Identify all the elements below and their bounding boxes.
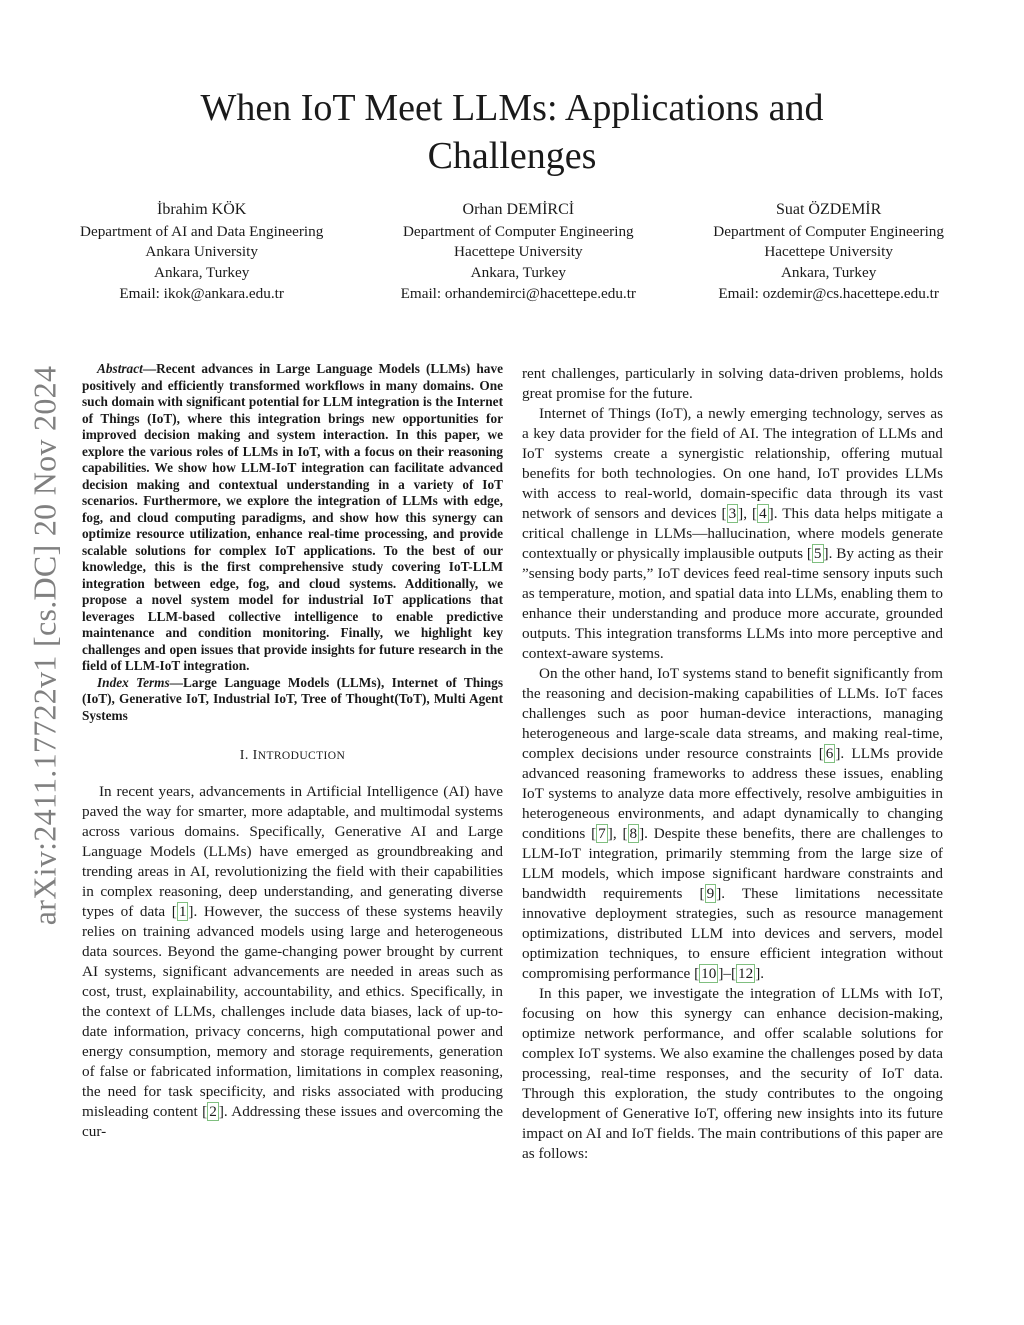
- intro-p1-split-right: rent challenges, particularly in solving data-driven problems, holds great promise for the future.: [522, 365, 943, 402]
- author-name: Orhan DEMİRCİ: [462, 201, 575, 218]
- author-dept: Department of AI and Data Engineering: [80, 222, 324, 240]
- author-univ: Ankara University: [145, 243, 258, 261]
- citation-link[interactable]: 8: [629, 825, 638, 842]
- citation-link[interactable]: 3: [728, 505, 737, 522]
- abstract-label: Abstract: [97, 361, 143, 376]
- author-email: Email: ikok@ankara.edu.tr: [119, 284, 284, 302]
- author-univ: Hacettepe University: [764, 243, 893, 261]
- intro-body-left: [82, 782, 503, 1142]
- index-terms-label: Index Terms: [97, 674, 170, 690]
- author-email: Email: ozdemir@cs.hacettepe.edu.tr: [718, 284, 939, 302]
- author-dept: Department of Computer Engineering: [713, 222, 944, 240]
- author-loc: Ankara, Turkey: [154, 264, 250, 282]
- intro-p1-split-left: . Addressing these issues and overcoming the cur-: [82, 1103, 503, 1140]
- citation-link[interactable]: 4: [759, 505, 767, 522]
- author-2: [401, 200, 636, 305]
- citation-link[interactable]: 7: [598, 825, 606, 842]
- author-loc: Ankara, Turkey: [470, 264, 566, 282]
- abstract-text: —Recent advances in Large Language Models (LLMs) have positively and efficiently transformed workflows in many domains. One such domain with significant potential for LLM integration is the Internet of Things (IoT), where this integration brings new opportunities for improved decision making and system interaction. In this paper, we explore the various roles of LLMs in IoT, with a focus on their reasoning capabilities. We show how LLM-IoT integration can facilitate advanced decision making and contextual understanding in a variety of IoT scenarios. Furthermore, we explore the integration of LLMs with edge, fog, and cloud computing paradigms, and show how this synergy can optimize resource utilization, enhance real-time processing, and provide scalable solutions for complex IoT applications. To the best of our knowledge, this is the first comprehensive study covering IoT-LLM integration between edge, fog, and cloud systems. Additionally, we propose a novel system model for industrial IoT applications that leverages LLM-based collective intelligence to enable predictive maintenance and condition monitoring. Finally, we highlight key challenges and open issues that provide insights for future research in the field of LLM-IoT integration.: [82, 361, 503, 673]
- author-name: Suat ÖZDEMİR: [775, 201, 882, 218]
- author-3: [713, 200, 944, 305]
- arxiv-id-text: arXiv:2411.17722v1 [cs.DC] 20 Nov 2024: [26, 365, 63, 925]
- citation-link[interactable]: 12: [738, 965, 754, 982]
- index-terms: [82, 675, 503, 725]
- intro-paragraph-1-cont: [522, 364, 943, 404]
- author-loc: Ankara, Turkey: [780, 264, 877, 282]
- citation-link[interactable]: 2: [209, 1103, 217, 1120]
- paper-title: When IoT Meet LLMs: Applications and Challenges: [200, 87, 824, 177]
- author-email: Email: orhandemirci@hacettepe.edu.tr: [400, 284, 636, 302]
- intro-paragraph-3: On the other hand, IoT systems stand to benefit significantly from the reasoning and decision-making capabilities of LLMs. IoT faces challenges such as poor human-device interactions, managing heterogeneous and large-scale data streams, and making real-time, complex decisions under resource constraints [ 6 ]. LLMs provide advanced reasoning frameworks to address these issues, enabling IoT systems to analyze data more effectively, resolve ambiguities in heterogeneous environments, and adapt dynamically to changing conditions [ 7 ], [ 8 ]. Despite these benefits, there are challenges to LLM-IoT integration, primarily stemming from the large size of LLM models, which impose significant hardware constraints and bandwidth requirements [ 9 ]. These limitations necessitate innovative deployment strategies, such as resource management optimizations, distributed LLM into devices and servers, model optimization techniques, to ensure efficient integration without compromising performance [ 10 ]–[ 12 ].: [522, 665, 944, 982]
- left-column: [82, 361, 503, 1142]
- citation-link[interactable]: 6: [825, 745, 834, 762]
- right-column: [522, 364, 943, 1164]
- author-1: [80, 200, 323, 305]
- section-heading-introduction: I. INTRODUCTION: [239, 748, 346, 763]
- citation-link[interactable]: 9: [706, 885, 715, 902]
- citation-link[interactable]: 1: [178, 903, 187, 920]
- author-block: [80, 200, 944, 305]
- abstract: [82, 361, 503, 675]
- author-univ: Hacettepe University: [454, 243, 583, 261]
- arxiv-identifier: [10, 345, 80, 945]
- author-name: İbrahim KÖK: [157, 201, 247, 218]
- intro-paragraph-1: In recent years, advancements in Artificial Intelligence (AI) have paved the way for smarter, more adaptable, and multimodal systems across various domains. Specifically, Generative AI and Large Language Models (LLMs) have emerged as groundbreaking and trending areas in AI, revolutionizing the field with their capabilities in complex reasoning, deep understanding, and generating diverse types of data [ 1 ]. However, the success of these systems heavily relies on training advanced models using large and heterogeneous data sources. Beyond the game-changing power brought by current AI systems, significant advancements are needed in areas such as cost, trust, explainability, accountability, and ethics. Specifically, in the context of LLMs, challenges include data biases, lack of up-to-date information, privacy concerns, high computational power and energy consumption, memory and storage requirements, generation of false or fabricated information, limitations in complex reasoning, the need for task specificity, and risks associated with producing misleading content [ 2 ]. Addressing these issues and overcoming the cur-: [82, 783, 503, 1140]
- intro-paragraph-4: In this paper, we investigate the integration of LLMs with IoT, focusing on how this synergy can enhance decision-making, optimize network performance, and offer scalable solutions for complex IoT systems. We also examine the challenges posed by data processing, real-time responses, and the security of IoT data. Through this exploration, the study contributes to the ongoing development of Generative IoT, offering new insights into its future impact on AI and IoT fields. The main contributions of this paper are as follows:: [522, 985, 943, 1162]
- author-dept: Department of Computer Engineering: [402, 222, 634, 240]
- intro-body-right: [522, 364, 943, 1164]
- citation-link[interactable]: 5: [813, 545, 822, 562]
- index-terms-text: —Large Language Models (LLMs), Internet of Things (IoT), Generative IoT, Industrial IoT, Tree of Thought(ToT), Multi Agent Systems: [82, 674, 503, 723]
- intro-paragraph-2: Internet of Things (IoT), a newly emerging technology, serves as a key data provider for the field of AI. The integration of LLMs and IoT systems create a synergistic relationship, offering mutual benefits for both technologies. On one hand, IoT provides LLMs with access to real-world, domain-specific data through its vast network of sensors and devices [ 3 ], [ 4 ]. This data helps mitigate a critical challenge in LLMs—hallucination, where models generate contextually or physically implausible outputs [ 5 ]. By acting as their ”sensing body parts,” IoT devices feed real-time sensory inputs such as temperature, motion, and spatial data into LLMs, enabling them to enhance their understanding and produce more accurate, grounded outputs. This integration transforms LLMs into more perceptive and context-aware systems.: [522, 405, 943, 662]
- citation-link[interactable]: 10: [701, 965, 717, 982]
